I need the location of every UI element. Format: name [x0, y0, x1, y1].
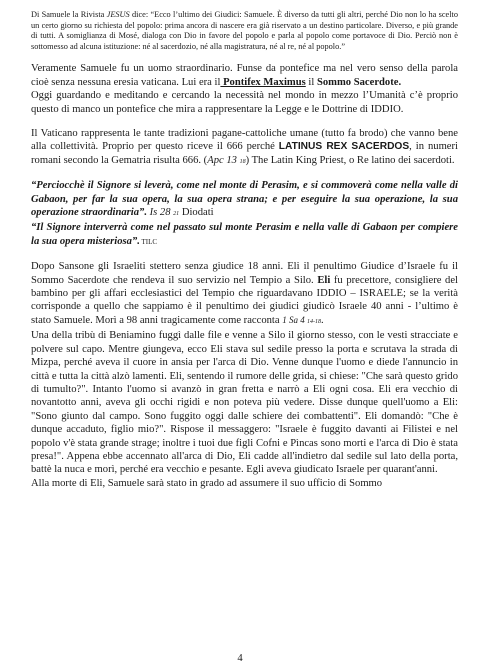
paragraph-eli: Dopo Sansone gli Israeliti stettero senza giudice 18 anni. Eli il penultimo Giudice d’Israele fu il Sommo Sacerdote che rendeva il suo servizio nel Tempio a Silo. Eli fu precettore, consigliere del bambino per gli affari ecclesiastici del Tempio che riguardavano IDDIO – ISRAELE; se la verità corrisponde a quello che sappiamo è il penultimo dei giudici giudicò Israele 40 anni - l’ultimo è stato Samuele. Morì a 98 anni tragicamente come racconta 1 Sa 4 14-18. — [31, 261, 458, 326]
isaiah-quote-tilc: “Il Signore interverrà come nel passato sul monte Perasim e nella valle di Gabaon per compiere la sua opera misteriosa”. TILC — [31, 222, 458, 247]
paragraph-final: Alla morte di Eli, Samuele sarà stato in grado ad assumere il suo ufficio di Sommo — [31, 477, 383, 489]
paragraph-pontefice: Oggi guardando e meditando e cercando la necessità nel mondo in mezzo l’Umanità c’è proprio questo di manco un pontefice che mira a rappresentare la Legge e le Dottrine di IDDIO. — [31, 90, 458, 115]
page-number: 4 — [237, 653, 243, 664]
paragraph-vaticano: Il Vaticano rappresenta le tante tradizioni pagane-cattoliche umane (tutto fa brodo) che vanno bene alla collettività. Proprio per questo riceve il 666 perché LATINUS REX SACERDOS, in numeri romani secondo la Gematria risulta 666. (Apc 13 18) The Latin King Priest, o Re latino dei sacerdoti. — [31, 128, 458, 166]
magazine-title: JESUS — [106, 10, 130, 19]
paragraph-samuele: Veramente Samuele fu un uomo straordinario. Funse da pontefice ma nel vero senso della parola cioè senza nessuna eresia vaticana. Lui era il Pontifex Maximus il Sommo Sacerdote. — [31, 63, 458, 88]
isaiah-quote-diodati: “Perciocchè il Signore si leverà, come nel monte di Perasim, e si commoverà come nella valle di Gabaon, per far la sua opera, la sua opera strana; e per eseguire la sua operazione, la sua operazione straordinaria”. Is 28 21 Diodati — [31, 180, 458, 219]
jesus-quote-paragraph: Di Samuele la Rivista JESUS dice: “Ecco l’ultimo dei Giudici: Samuele. È diverso da tutti gli altri, perché Dio non lo ha scelto un certo giorno su richiesta del popolo: prima ancora di nascere era già riservato a un destino particolare. Diverso, e più grande di tutti. A somiglianza di Mosé, dialoga con Dio in favore del popolo e parla al popolo come portavoce di Dio. Perciò non è sottomesso ad alcuna istituzione: né al sacerdozio, né alla magistratura, né al re, né al popolo.” — [31, 10, 458, 51]
pontifex-maximus-text: Pontifex Maximus — [220, 76, 306, 88]
paragraph-narrative: Una della tribù di Beniamino fuggì dalle file e venne a Silo il giorno stesso, con le vesti stracciate e polvere sul capo. Mentre giungeva, ecco Eli stava sul sedile presso la porta e scrutava la strada di Mizpa, perché aveva il cuore in ansia per l'arca di Dio. Venne dunque l'uomo e diede l'annuncio in città e tutta la città alzò lamenti. Eli, sentendo il rumore delle grida, si chiese: "Che sarà questo grido di tumulto?". Intanto l'uomo si avanzò in gran fretta e narrò a Eli ogni cosa. Eli era vecchio di novantotto anni, aveva gli occhi rigidi e non poteva più vedere. Disse dunque quell'uomo a Eli: "Sono giunto dal campo. Sono fuggito oggi dalle schiere dei combattenti". Eli domandò: "Che è dunque accaduto, figlio mio?". Rispose il messaggero: "Israele è fuggito davanti ai Filistei e nel popolo v'è stata grande strage; inoltre i tuoi due figli Cofni e Pìncas sono morti e l'arca di Dio è stata presa!". Appena ebbe accennato all'arca di Dio, Eli cadde all'indietro dal sedile sul lato della porta, battè la nuca e morì, perché era vecchio e pesante. Egli aveva giudicato Israele per quarant'anni. — [31, 330, 458, 476]
